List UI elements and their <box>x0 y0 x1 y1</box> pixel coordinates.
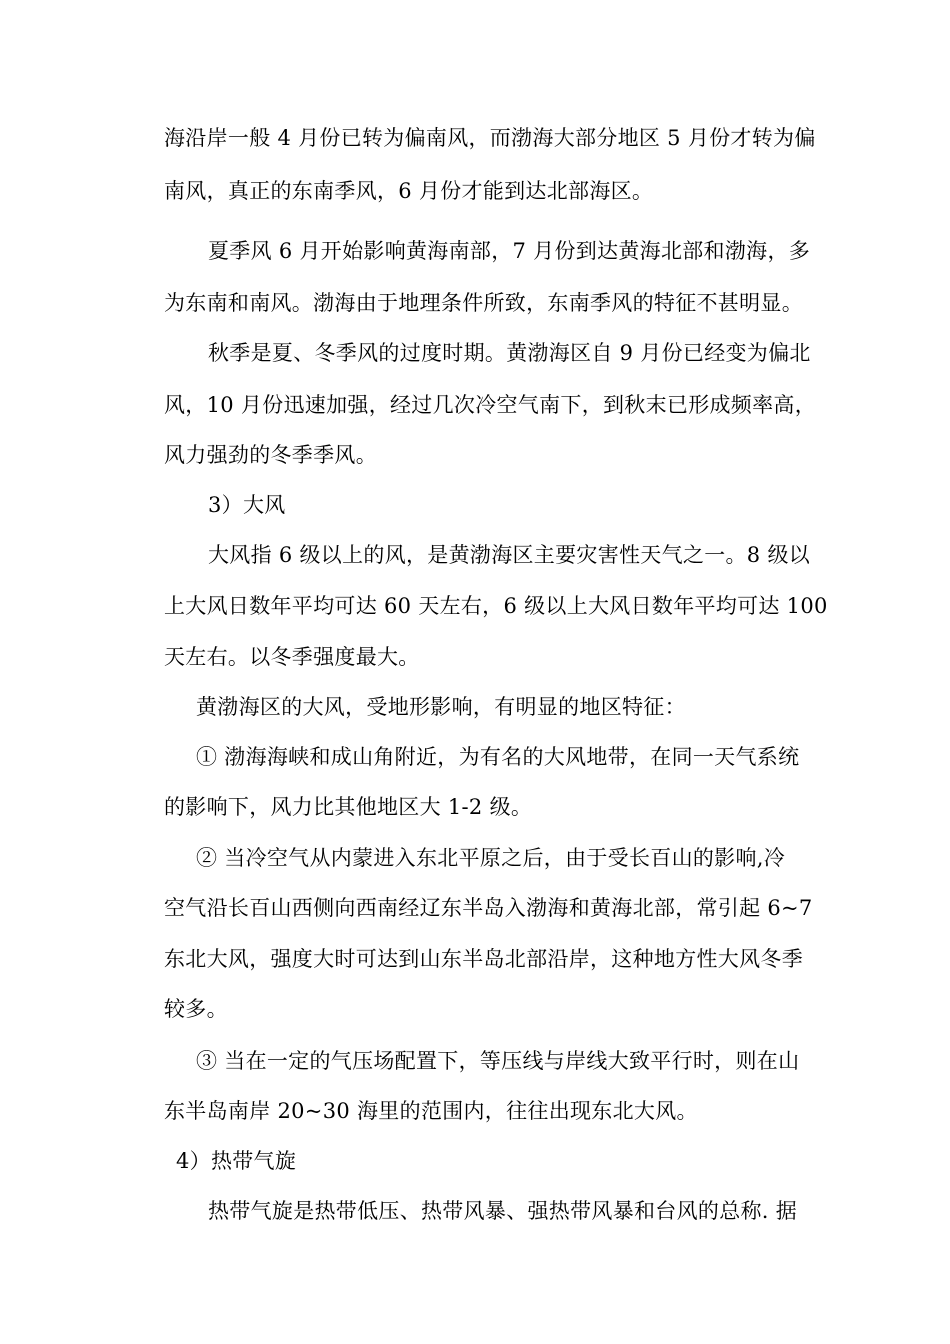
text-line: 的影响下，风力比其他地区大 1-2 级。 <box>164 795 533 819</box>
paragraph-start: 热带气旋是热带低压、热带风暴、强热带风暴和台风的总称. 据 <box>208 1199 798 1223</box>
section-heading-tropical-cyclone: 4）热带气旋 <box>176 1149 297 1173</box>
paragraph-start: 夏季风 6 月开始影响黄海南部，7 月份到达黄海北部和渤海，多 <box>208 239 811 263</box>
section-heading-gale: 3）大风 <box>208 493 286 517</box>
paragraph-start: 秋季是夏、冬季风的过度时期。黄渤海区自 9 月份已经变为偏北 <box>208 341 811 365</box>
text-line: 风，10 月份迅速加强，经过几次冷空气南下，到秋末已形成频率高， <box>164 393 816 417</box>
text-line: 空气沿长百山西侧向西南经辽东半岛入渤海和黄海北部，常引起 6~7 <box>164 896 813 920</box>
text-line: 东半岛南岸 20~30 海里的范围内，往往出现东北大风。 <box>164 1099 698 1123</box>
text-line: 南风，真正的东南季风，6 月份才能到达北部海区。 <box>164 179 654 203</box>
text-line: 天左右。以冬季强度最大。 <box>164 645 420 669</box>
list-item-2: ② 当冷空气从内蒙进入东北平原之后，由于受长百山的影响,冷 <box>196 846 786 870</box>
paragraph-start: 大风指 6 级以上的风，是黄渤海区主要灾害性天气之一。8 级以 <box>208 543 811 567</box>
paragraph-start: 黄渤海区的大风，受地形影响，有明显的地区特征： <box>196 695 686 719</box>
text-line: 海沿岸一般 4 月份已转为偏南风，而渤海大部分地区 5 月份才转为偏 <box>164 126 816 150</box>
text-line: 为东南和南风。渤海由于地理条件所致，东南季风的特征不甚明显。 <box>164 291 803 315</box>
list-item-1: ① 渤海海峡和成山角附近，为有名的大风地带，在同一天气系统 <box>196 745 800 769</box>
text-line: 东北大风，强度大时可达到山东半岛北部沿岸，这种地方性大风冬季 <box>164 947 803 971</box>
text-line: 风力强劲的冬季季风。 <box>164 443 377 467</box>
text-line: 较多。 <box>164 997 228 1021</box>
text-line: 上大风日数年平均可达 60 天左右，6 级以上大风日数年平均可达 100 <box>164 594 828 618</box>
list-item-3: ③ 当在一定的气压场配置下，等压线与岸线大致平行时，则在山 <box>196 1049 800 1073</box>
